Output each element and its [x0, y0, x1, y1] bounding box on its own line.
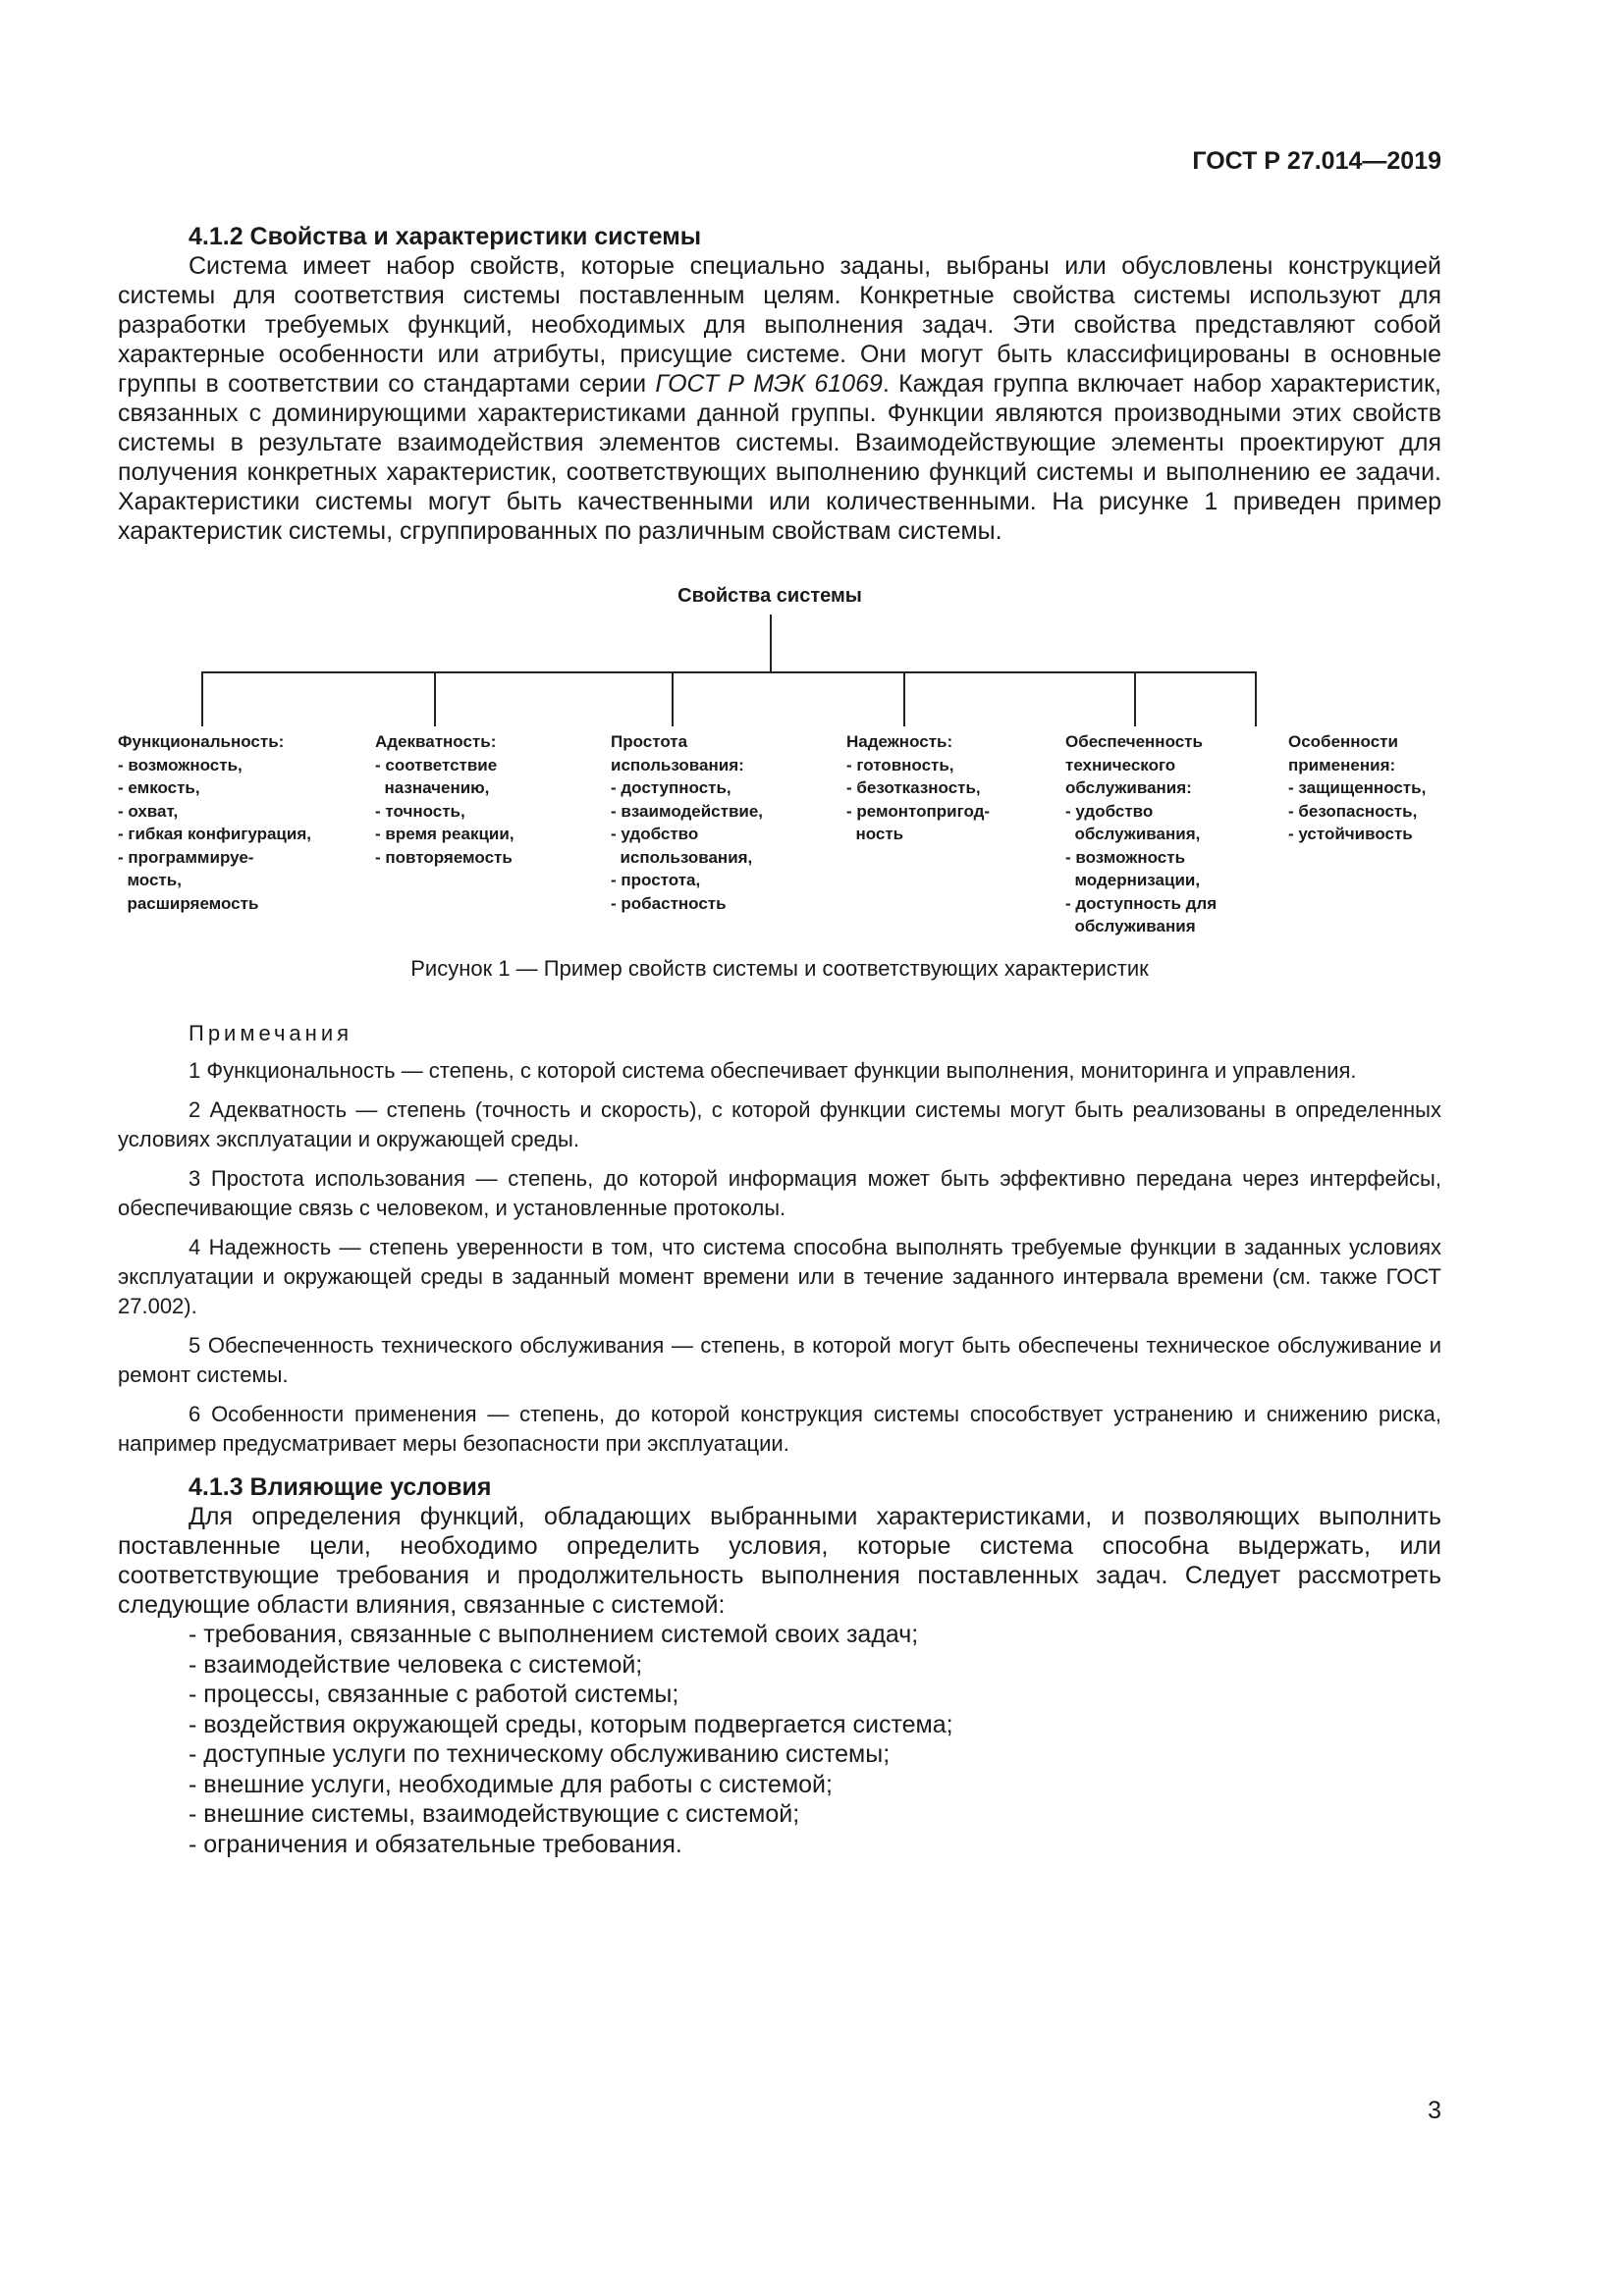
root-connector: [770, 614, 772, 673]
list-item: - внешние услуги, необходимые для работы с системой;: [189, 1770, 1441, 1800]
figure-caption: Рисунок 1 — Пример свойств системы и соответствующих характеристик: [410, 956, 1149, 981]
note-item: 5 Обеспеченность технического обслуживания — степень, в которой могут быть обеспечены техническое обслуживание и ремонт системы.: [118, 1333, 1441, 1387]
section-413-title: 4.1.3 Влияющие условия: [189, 1473, 492, 1501]
column-item: - время реакции,: [375, 825, 514, 843]
column-heading: Простота: [611, 732, 688, 751]
column-item: - ремонтопригод-: [846, 801, 991, 821]
column-item: - готовность,: [846, 755, 954, 774]
column-item: расширяемость: [118, 893, 259, 913]
column-heading: Адекватность:: [375, 732, 497, 751]
column-item: - робастность: [611, 893, 727, 913]
property-column-maintainability: [1065, 730, 1262, 938]
list-item: - процессы, связанные с работой системы;: [189, 1680, 1441, 1710]
column-heading: Надежность:: [846, 732, 953, 751]
document-code: ГОСТ Р 27.014—2019: [1192, 147, 1441, 175]
note-item: 1 Функциональность — степень, с которой система обеспечивает функции выполнения, мониторинга и управления.: [189, 1058, 1357, 1083]
column-item: - гибкая конфигурация,: [118, 825, 311, 843]
column-item: использования,: [611, 847, 753, 867]
column-heading: использования:: [611, 755, 744, 774]
notes-heading: Примечания: [189, 1021, 353, 1045]
section-412-title: 4.1.2 Свойства и характеристики системы: [189, 223, 702, 250]
paragraph-text-start: Система имеет набор свойств, которые специально заданы, выбраны или обусловлены конструкцией системы для соответствия системы поставленным целям. Конкретные свойства системы используют для разработки требуемых функций, необходимых для выполнения задач. Эти свойства представляют собой характерные особенности или атрибуты, присущие системе. Они могут быть классифицированы в основные группы в соответствии со стандартами серии: [118, 252, 1441, 398]
page-content: [118, 222, 1441, 1859]
property-column-application: [1288, 730, 1441, 846]
branch-connector: [672, 671, 674, 726]
note-item: 4 Надежность — степень уверенности в том, что система способна выполнять требуемые функции в заданных условиях эксплуатации и окружающей среды в заданный момент времени или в течение заданного интервала времени (см. также ГОСТ 27.002).: [118, 1235, 1441, 1318]
column-item: - емкость,: [118, 778, 200, 797]
column-item: - точность,: [375, 801, 465, 821]
column-item: мость,: [118, 871, 182, 889]
column-item: ность: [846, 825, 904, 843]
list-item: - взаимодействие человека с системой;: [189, 1650, 1441, 1681]
list-item: - внешние системы, взаимодействующие с системой;: [189, 1799, 1441, 1830]
column-item: - удобство: [611, 825, 699, 843]
list-item: - доступные услуги по техническому обслуживанию системы;: [189, 1739, 1441, 1770]
note-item: 6 Особенности применения — степень, до которой конструкция системы способствует устранению и снижению риска, например предусматривает меры безопасности при эксплуатации.: [118, 1402, 1441, 1456]
section-412-paragraph: [118, 251, 1441, 546]
figure-1-diagram: [118, 585, 1441, 938]
paragraph-text-end: . Каждая группа включает набор характеристик, связанных с доминирующими характеристиками данной группы. Функции являются производными этих свойств системы в результате взаимодействия элементов системы. Взаимодействующие элементы проектируют для получения конкретных характеристик, соответствующих выполнению функций системы и выполнению ее задачи. Характеристики системы могут быть качественными или количественными. На рисунке 1 приведен пример характеристик системы, сгруппированных по различным свойствам системы.: [118, 370, 1441, 545]
branch-connector: [1255, 671, 1257, 726]
column-item: - возможность: [1065, 847, 1186, 867]
influence-areas-list: [118, 1620, 1441, 1859]
column-item: назначению,: [375, 778, 490, 797]
column-item: - повторяемость: [375, 847, 513, 867]
column-item: обслуживания,: [1065, 825, 1201, 843]
column-item: - удобство: [1065, 801, 1154, 821]
page-number: 3: [1428, 2097, 1441, 2124]
column-item: - охват,: [118, 801, 179, 821]
standard-reference: ГОСТ Р МЭК 61069: [655, 370, 883, 398]
column-item: - безопасность,: [1288, 801, 1418, 821]
column-item: - защищенность,: [1288, 778, 1427, 797]
column-item: - соответствие: [375, 755, 498, 774]
column-item: обслуживания: [1065, 917, 1196, 935]
column-item: - программируе-: [118, 847, 254, 867]
column-heading: обслуживания:: [1065, 778, 1192, 797]
branch-connector: [434, 671, 436, 726]
list-item: - требования, связанные с выполнением системой своих задач;: [189, 1620, 1441, 1650]
column-item: - взаимодействие,: [611, 801, 764, 821]
column-heading: Обеспеченность: [1065, 732, 1203, 751]
horizontal-bus: [201, 671, 1257, 673]
column-heading: Особенности: [1288, 732, 1398, 751]
property-column-reliability: [846, 730, 1053, 846]
column-item: - доступность для: [1065, 893, 1218, 913]
column-item: - простота,: [611, 871, 701, 889]
branch-connector: [903, 671, 905, 726]
property-column-functionality: [118, 730, 344, 915]
diagram-root-title: Свойства системы: [677, 585, 862, 607]
column-item: - доступность,: [611, 778, 731, 797]
column-heading: Функциональность:: [118, 732, 285, 751]
branch-connector: [1134, 671, 1136, 726]
column-heading: применения:: [1288, 755, 1396, 774]
note-item: 2 Адекватность — степень (точность и скорость), с которой функции системы могут быть реализованы в определенных условиях эксплуатации и окружающей среды.: [118, 1097, 1441, 1151]
column-item: - устойчивость: [1288, 825, 1413, 843]
property-column-adequacy: [375, 730, 591, 869]
list-item: - воздействия окружающей среды, которым подвергается система;: [189, 1710, 1441, 1740]
column-heading: технического: [1065, 755, 1176, 774]
column-item: модернизации,: [1065, 871, 1201, 889]
property-column-usability: [611, 730, 827, 915]
list-item: - ограничения и обязательные требования.: [189, 1830, 1441, 1860]
column-item: - безотказность,: [846, 778, 981, 797]
section-413-paragraph: Для определения функций, обладающих выбранными характеристиками, и позволяющих выполнить поставленные цели, необходимо определить условия, которые система способна выдержать, или соответствующие требования и продолжительность выполнения поставленных задач. Следует рассмотреть следующие области влияния, связанные с системой:: [118, 1503, 1441, 1619]
column-item: - возможность,: [118, 755, 243, 774]
branch-connector: [201, 671, 203, 726]
note-item: 3 Простота использования — степень, до которой информация может быть эффективно передана через интерфейсы, обеспечивающие связь с человеком, и установленные протоколы.: [118, 1166, 1441, 1220]
